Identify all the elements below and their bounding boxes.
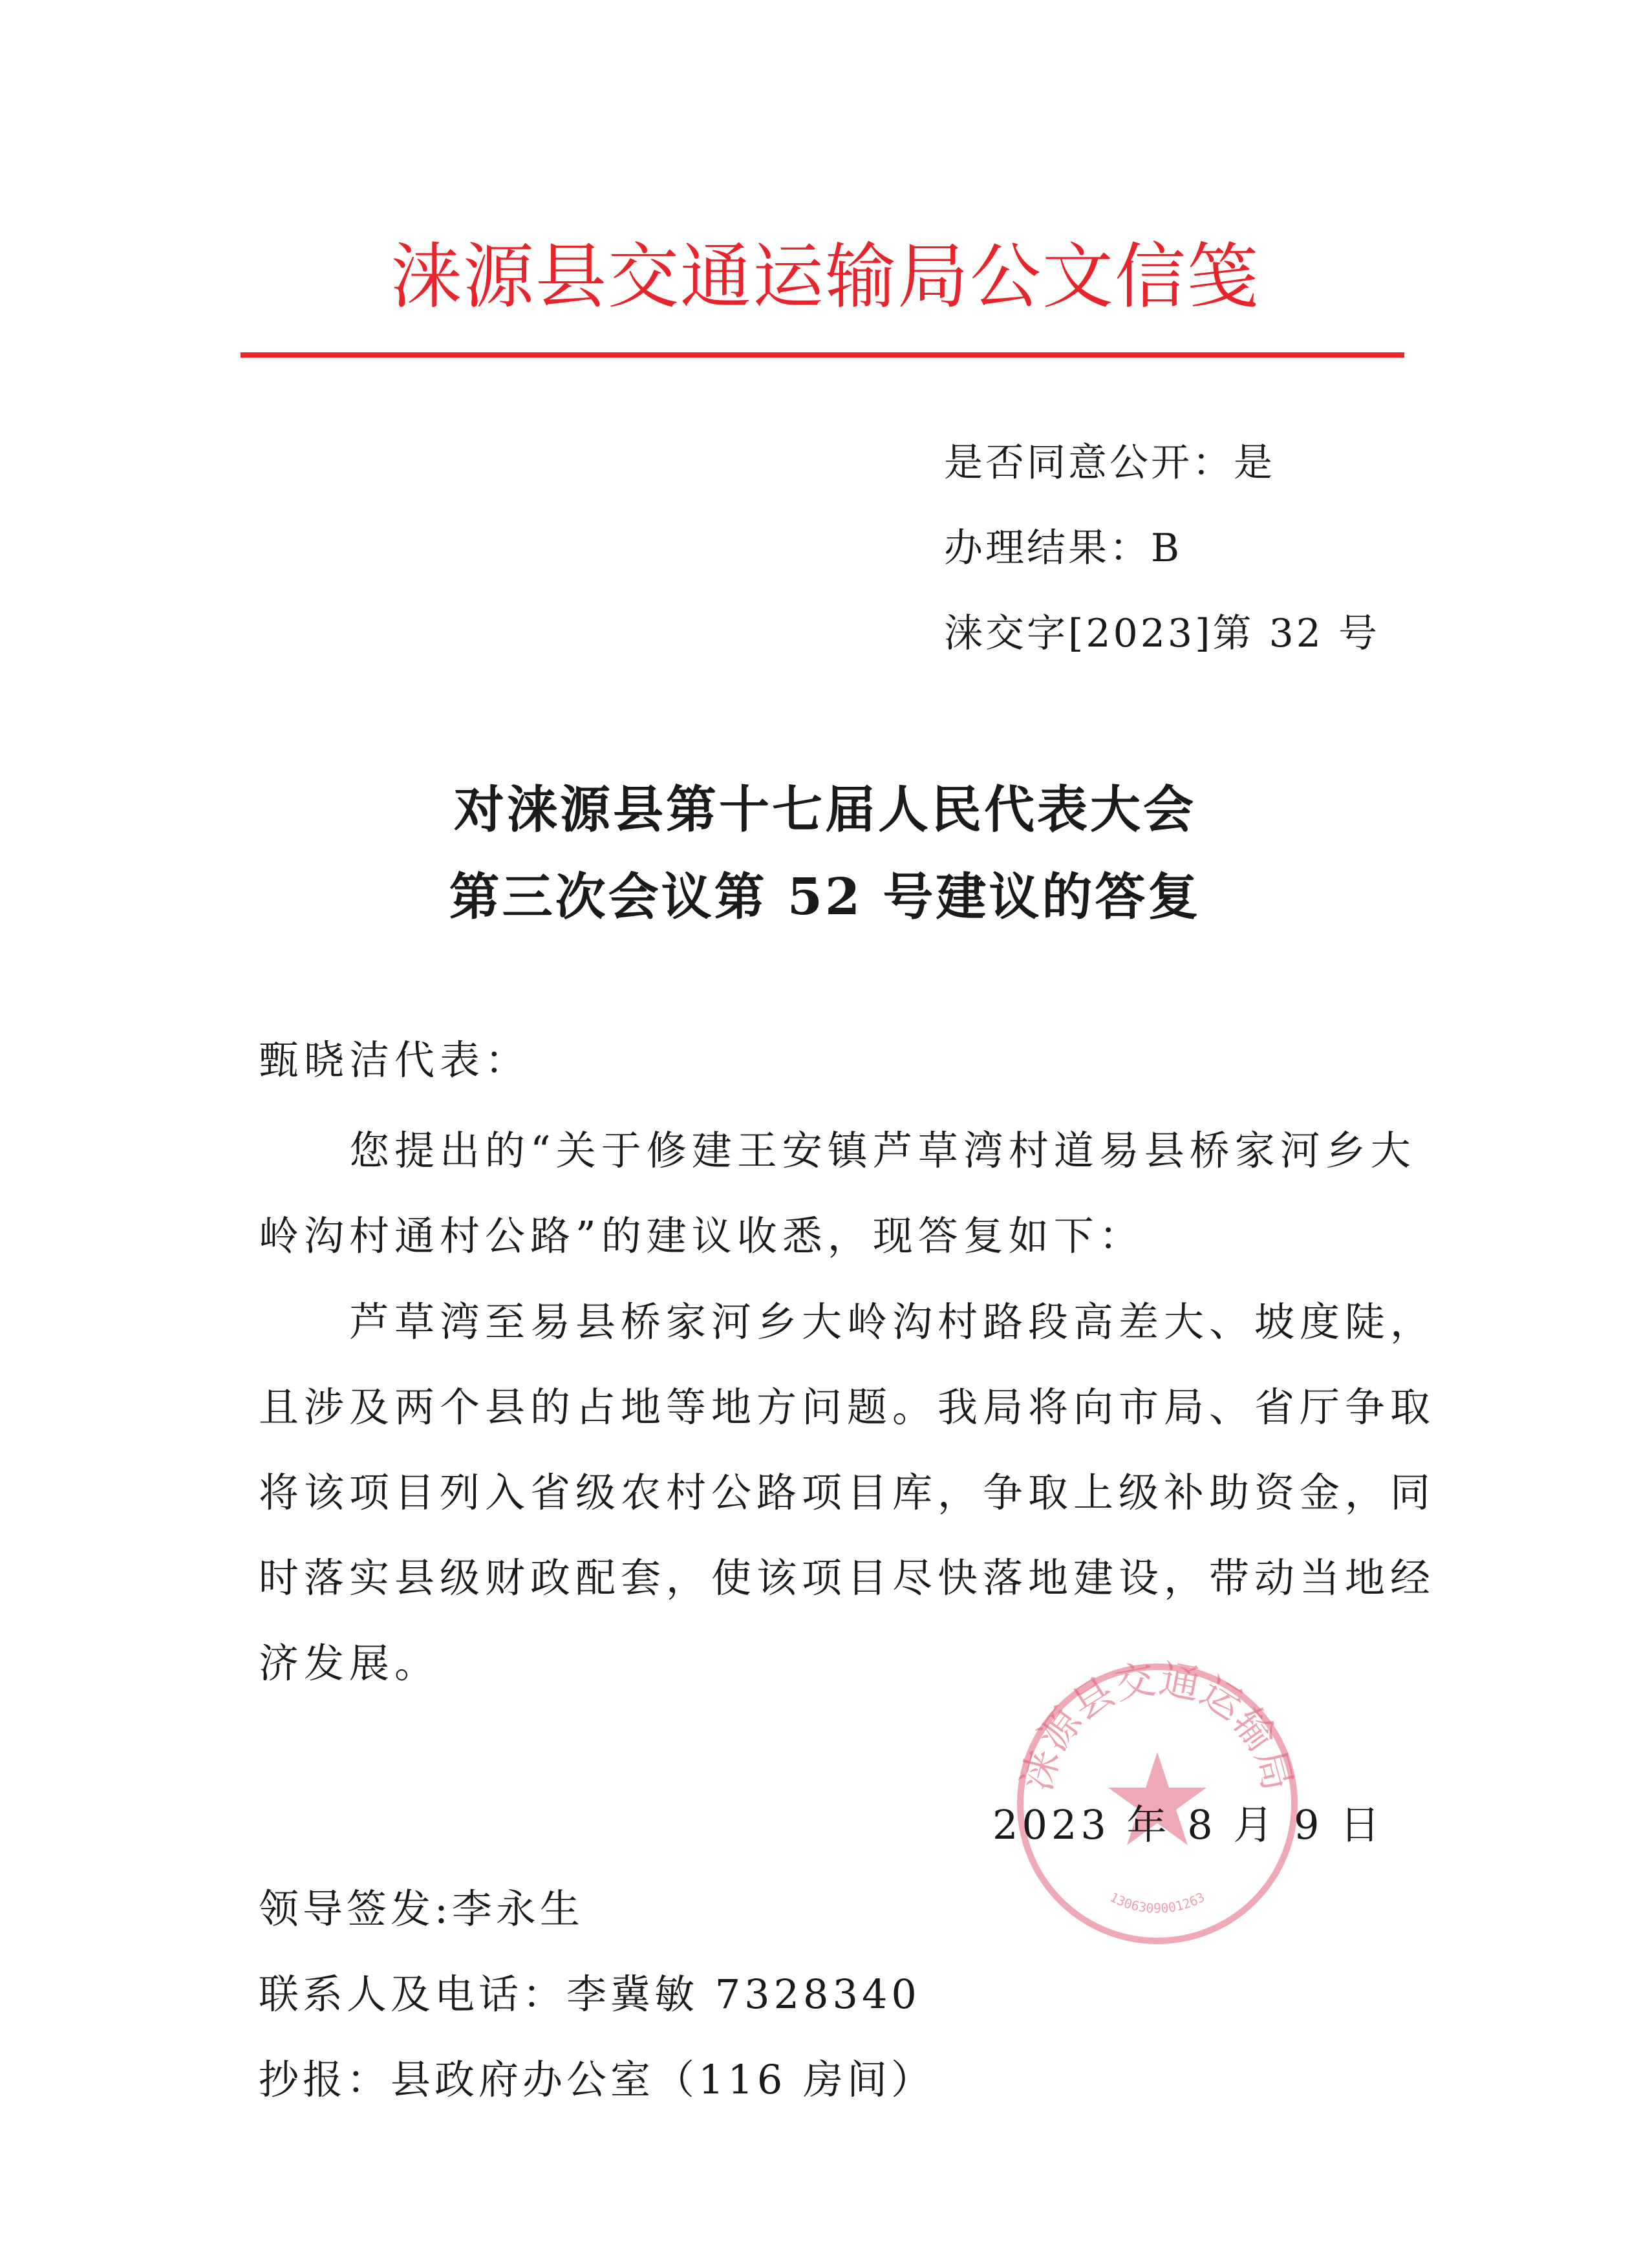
paragraph-1-line-1: 您提出的“关于修建王安镇芦草湾村道易县桥家河乡大	[259, 1127, 1416, 1174]
paragraph-2-line-4: 时落实县级财政配套，使该项目尽快落地建设，带动当地经	[259, 1554, 1436, 1601]
letterhead-divider	[241, 352, 1404, 358]
document-title-line-1: 对涞源县第十七届人民代表大会	[453, 780, 1196, 839]
paragraph-2-line-3: 将该项目列入省级农村公路项目库，争取上级补助资金，同	[259, 1469, 1436, 1516]
document-date: 2023 年 8 月 9 日	[992, 1801, 1384, 1848]
seal-text: 涞源县交通运输局	[1012, 1655, 1302, 1795]
seal-code: 1306309001263	[1107, 1888, 1208, 1916]
signer: 领导签发:李永生	[259, 1885, 584, 1932]
paragraph-2-line-2: 且涉及两个县的占地等地方问题。我局将向市局、省厅争取	[259, 1384, 1436, 1431]
document-number: 涞交字[2023]第 32 号	[944, 611, 1380, 656]
handling-result: 办理结果：B	[944, 526, 1183, 571]
paragraph-1-line-2: 岭沟村通村公路”的建议收悉，现答复如下：	[259, 1212, 1144, 1259]
paragraph-2-line-1: 芦草湾至易县桥家河乡大岭沟村路段高差大、坡度陡，	[259, 1298, 1436, 1345]
contact-person: 联系人及电话：李冀敏 7328340	[259, 1971, 921, 2018]
letterhead-title: 涞源县交通运输局公文信笺	[391, 235, 1259, 318]
document-title-line-2: 第三次会议第 52 号建议的答复	[449, 868, 1201, 926]
paragraph-2-line-5: 济发展。	[259, 1640, 440, 1687]
salutation: 甄晓洁代表：	[259, 1036, 531, 1084]
disclosure-status: 是否同意公开：是	[944, 440, 1275, 486]
cc-recipient: 抄报：县政府办公室（116 房间）	[259, 2056, 936, 2103]
svg-text:1306309001263	[1108, 1889, 1207, 1916]
